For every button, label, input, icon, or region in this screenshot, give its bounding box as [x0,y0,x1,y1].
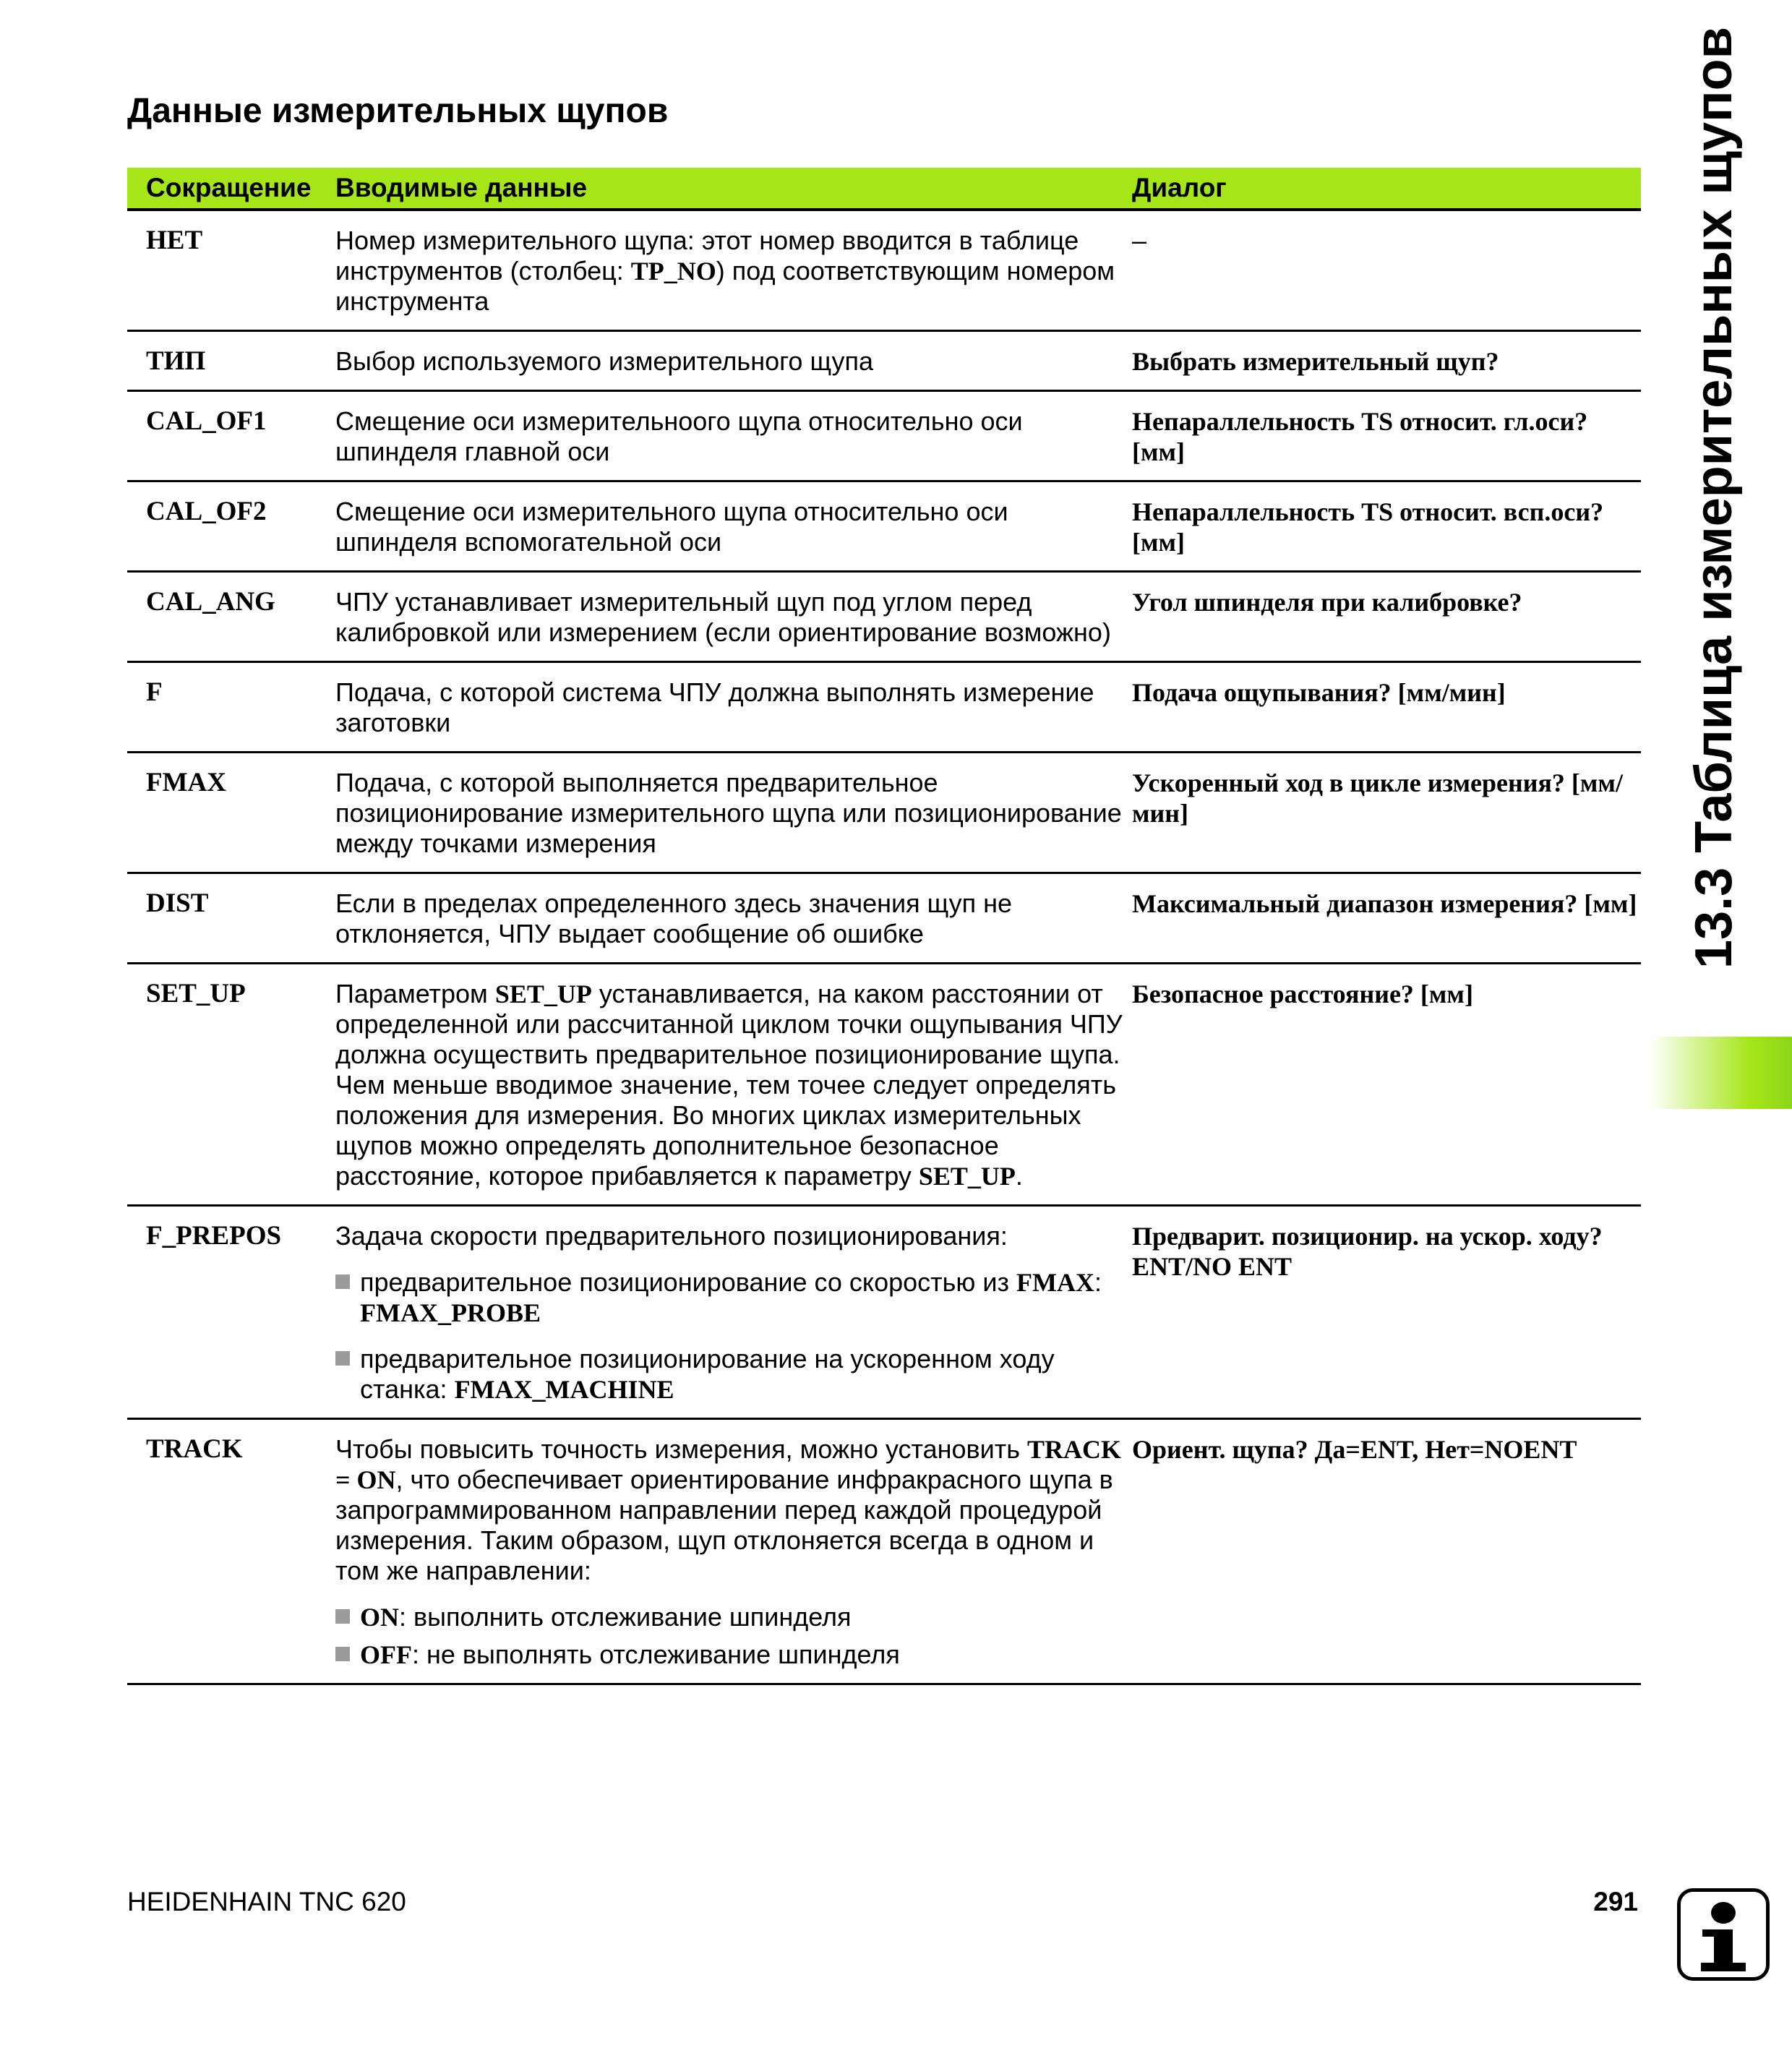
row-dialog: Ускоренный ход в цикле измерения? [мм/мин] [1132,768,1623,828]
table-row [127,1207,1641,1420]
page-title: Данные измерительных щупов [127,92,669,130]
row-input: Параметром SET_UP устанавливается, на каком расстоянии от определенной или рассчитанной циклом точки ощупывания ЧПУ должна осуществить предварительное позиционирование щупа. Чем меньше вводимое значение, тем точее следует определять положения для измерения. Во многих циклах измерительных щупов можно определять дополнительное безопасное расстояние, которое прибавляется к параметру SET_UP. [335,979,1123,1191]
row-input: Смещение оси измерительного щупа относительно оси шпинделя вспомогательной оси [335,497,1008,557]
row-abbr: DIST [146,888,209,918]
row-dialog: Выбрать измерительный щуп? [1132,347,1499,376]
row-abbr: CAL_OF1 [146,406,267,436]
row-abbr: SET_UP [146,979,246,1008]
row-input: Выбор используемого измерительного щупа [335,346,873,376]
row-abbr: F_PREPOS [146,1221,282,1251]
row-dialog: – [1132,226,1147,255]
table-row [127,753,1641,874]
row-abbr: ТИП [146,346,206,376]
table-row [127,392,1641,482]
row-dialog: Максимальный диапазон измерения? [мм] [1132,889,1637,918]
row-input: ЧПУ устанавливает измерительный щуп под углом перед калибровкой или измерением (если ориентирование возможно) [335,587,1111,647]
row-input: Подача, с которой система ЧПУ должна выполнять измерение заготовки [335,677,1094,737]
row-dialog: Безопасное расстояние? [мм] [1132,980,1473,1008]
chapter-side-title: 13.3 Таблица измерительных щупов [1685,27,1743,969]
table-row [127,211,1641,332]
table-row [127,964,1641,1207]
bullet-square-icon [335,1647,350,1661]
row-abbr: CAL_OF2 [146,497,267,526]
row-input: Номер измерительного щупа: этот номер вводится в таблице инструментов (столбец: TP_NO) под соответствующим номером инструмента [335,226,1115,316]
row-dialog: Предварит. позиционир. на ускор. ходу? ENT/NO ENT [1132,1222,1603,1281]
table-row [127,874,1641,964]
row-input: Чтобы повысить точность измерения, можно установить TRACK = ON, что обеспечивает ориентирование инфракрасного щупа в запрограммированном направлении перед каждой процедурой измерения. Таким образом, щуп отклоняется всегда в одном и том же направлении: ON: выполнить отслеживание шпинделя OFF: не выполнять отслеживание шпинделя [335,1434,1132,1670]
row-abbr: CAL_ANG [146,587,275,617]
list-item: предварительное позиционирование на ускоренном ходу станка: FMAX_MACHINE [335,1344,1125,1405]
row-abbr: F [146,677,163,707]
row-input: Задача скорости предварительного позиционирования: предварительное позиционирование со скоростью из FMAX: FMAX_PROBE предварительное позиционирование на ускоренном ходу станка: FMAX_MACHINE [335,1221,1132,1405]
table-header [127,168,1641,211]
row-input: Смещение оси измерительноого щупа относительно оси шпинделя главной оси [335,406,1023,466]
row-abbr: TRACK [146,1434,243,1464]
row-abbr: НЕТ [146,226,203,255]
row-input: Подача, с которой выполняется предварительное позиционирование измерительного щупа или позиционирование между точками измерения [335,768,1122,858]
row-dialog: Ориент. щупа? Да=ENT, Нет=NOENT [1132,1435,1577,1464]
row-input: Если в пределах определенного здесь значения щуп не отклоняется, ЧПУ выдает сообщение об ошибке [335,888,1013,948]
table-row [127,663,1641,753]
footer-product: HEIDENHAIN TNC 620 [127,1887,406,1916]
bullet-square-icon [335,1274,350,1289]
info-icon [1677,1888,1770,1981]
probe-data-table [127,168,1641,1685]
list-item: OFF: не выполнять отслеживание шпинделя [335,1640,1125,1670]
header-input: Вводимые данные [335,173,588,202]
row-dialog: Подача ощупывания? [мм/мин] [1132,678,1506,707]
row-dialog: Угол шпинделя при калибровке? [1132,588,1522,617]
row-dialog: Непараллельность TS относит. гл.оси? [мм] [1132,407,1588,466]
list-item: предварительное позиционирование со скоростью из FMAX: FMAX_PROBE [335,1267,1125,1328]
table-row [127,573,1641,663]
table-row [127,482,1641,573]
row-abbr: FMAX [146,768,226,797]
bullet-square-icon [335,1351,350,1366]
bullet-square-icon [335,1609,350,1624]
header-abbr: Сокращение [146,173,312,202]
table-row [127,1420,1641,1685]
chapter-tab-marker [1650,1037,1792,1109]
header-dialog: Диалог [1132,173,1227,202]
page-number: 291 [1593,1887,1638,1916]
row-dialog: Непараллельность TS относит. всп.оси? [мм] [1132,497,1604,557]
list-item: ON: выполнить отслеживание шпинделя [335,1602,1125,1632]
table-row [127,332,1641,392]
